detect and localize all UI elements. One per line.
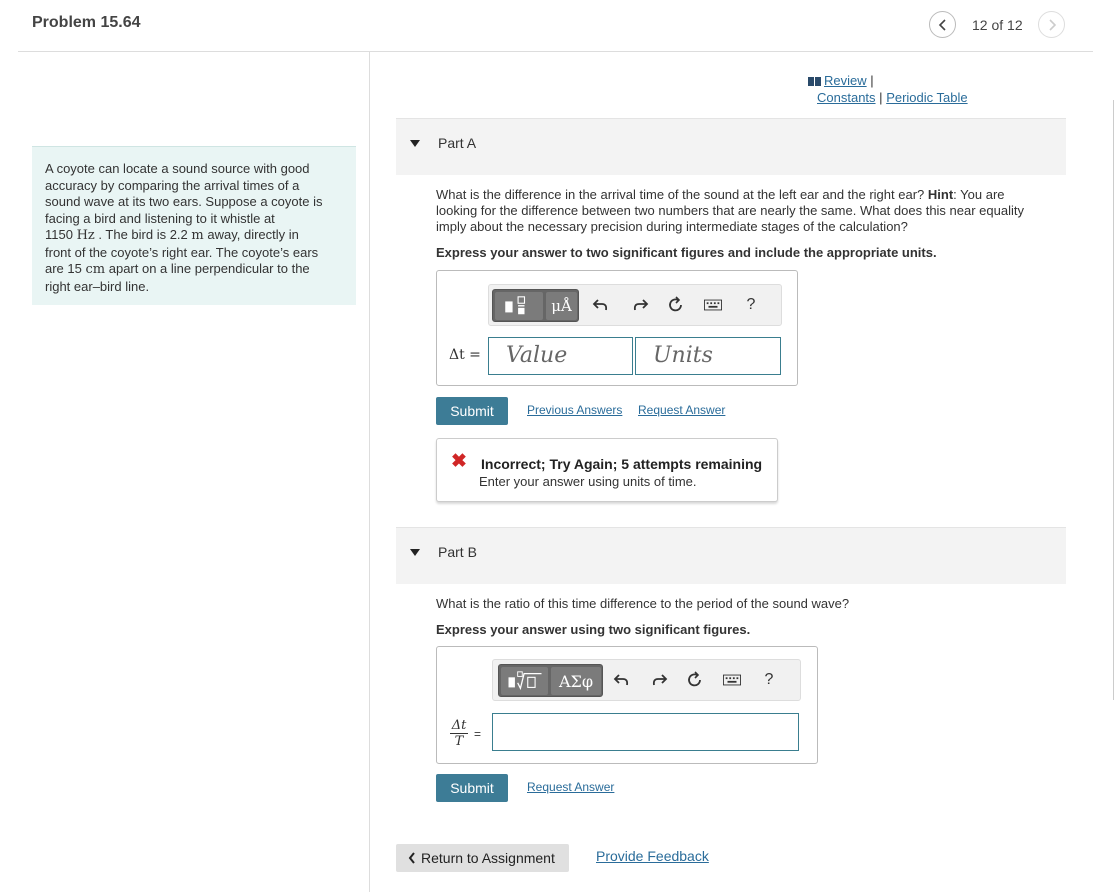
problem-line — [45, 261, 344, 279]
part-a-label: Part A — [438, 135, 477, 151]
review-link[interactable]: Review — [824, 73, 867, 88]
delta-t-over-t-label — [450, 719, 468, 748]
part-b-request-answer-link[interactable]: Request Answer — [527, 780, 615, 794]
problem-text: are 15 — [45, 261, 82, 276]
template-button-group — [492, 289, 579, 322]
part-a-instruction: Express your answer to two significant figures and include the appropriate units. — [436, 245, 937, 260]
previous-answers-link[interactable]: Previous Answers — [527, 403, 623, 417]
undo-icon[interactable] — [590, 294, 612, 316]
column-divider — [369, 52, 370, 892]
chevron-left-icon — [938, 19, 948, 31]
reset-icon[interactable] — [684, 669, 706, 691]
problem-line: front of the coyote’s right ear. The coyote’s ears — [45, 244, 319, 260]
undo-icon[interactable] — [611, 669, 633, 691]
question-text: looking for the difference between two numbers that are nearly the same. What does this near equality — [436, 203, 1024, 218]
problem-line: right ear–bird line. — [45, 278, 150, 294]
keyboard-icon[interactable] — [721, 669, 743, 691]
equals-sign: = — [474, 727, 482, 741]
fraction-denominator: T — [454, 734, 464, 749]
resources-links — [808, 72, 968, 106]
radical-template-icon — [506, 670, 544, 692]
template-button-group — [498, 664, 603, 697]
top-bar — [18, 0, 1093, 52]
units-input[interactable]: Units — [635, 337, 781, 375]
distance-unit: m — [191, 228, 204, 243]
problem-text: away, directly in — [207, 227, 299, 242]
provide-feedback-link[interactable]: Provide Feedback — [596, 848, 709, 864]
fraction-numerator: Δt — [451, 718, 467, 733]
symbols-button[interactable]: ΑΣφ — [551, 667, 601, 695]
frequency-unit: Hz — [76, 228, 95, 243]
part-a-question — [436, 187, 1066, 235]
problem-line: A coyote can locate a sound source with good — [45, 161, 310, 176]
problem-text: . The bird is 2.2 — [98, 227, 188, 242]
problem-line — [45, 227, 344, 245]
chevron-left-icon — [408, 852, 416, 864]
separator: | — [870, 73, 874, 88]
page-count: 12 of 12 — [972, 17, 1023, 33]
next-problem-button[interactable] — [1038, 11, 1065, 38]
keyboard-icon[interactable] — [702, 294, 724, 316]
return-label: Return to Assignment — [421, 850, 555, 866]
templates-button[interactable] — [495, 292, 543, 320]
hint-label: Hint — [927, 187, 954, 202]
scrollbar[interactable] — [1113, 100, 1114, 700]
problem-line: facing a bird and listening to it whistle at — [45, 210, 275, 226]
redo-icon[interactable] — [648, 669, 670, 691]
caret-down-icon — [410, 140, 420, 147]
periodic-table-link[interactable]: Periodic Table — [886, 90, 968, 105]
help-button[interactable]: ? — [746, 296, 756, 313]
question-text: : You are — [953, 187, 1005, 202]
templates-button[interactable] — [501, 667, 548, 695]
part-b-answer-box — [436, 646, 818, 764]
problem-line: sound wave at its two ears. Suppose a coyote is — [45, 194, 323, 209]
ear-distance-unit: cm — [85, 262, 106, 277]
part-b-submit-button[interactable]: Submit — [436, 774, 508, 802]
chevron-right-icon — [1047, 19, 1057, 31]
reset-icon[interactable] — [665, 294, 687, 316]
part-a-submit-button[interactable]: Submit — [436, 397, 508, 425]
problem-statement — [32, 146, 356, 305]
problem-line: accuracy by comparing the arrival times of a — [45, 177, 300, 193]
part-b-toolbar — [492, 659, 801, 701]
units-button[interactable]: μÅ — [546, 292, 577, 320]
problem-text: apart on a line perpendicular to the — [108, 261, 310, 276]
ratio-input[interactable] — [492, 713, 799, 751]
value-input[interactable]: Value — [488, 337, 633, 375]
part-a-answer-box — [436, 270, 798, 386]
previous-problem-button[interactable] — [929, 11, 956, 38]
feedback-title: Incorrect; Try Again; 5 attempts remaining — [481, 456, 763, 472]
return-to-assignment-button[interactable] — [396, 844, 569, 872]
x-mark-icon: ✖ — [451, 451, 467, 472]
delta-t-label: Δt = — [449, 347, 481, 363]
part-a-request-answer-link[interactable]: Request Answer — [638, 403, 726, 417]
part-a-header[interactable] — [396, 118, 1066, 175]
separator: | — [879, 90, 883, 105]
help-button[interactable]: ? — [764, 671, 774, 688]
part-b-question: What is the ratio of this time difference to the period of the sound wave? — [436, 596, 850, 611]
question-text: What is the difference in the arrival time of the sound at the left ear and the right ear? — [436, 187, 925, 202]
part-b-instruction: Express your answer using two significant figures. — [436, 622, 751, 637]
feedback-message: Enter your answer using units of time. — [479, 474, 697, 489]
question-text: imply about the necessary precision during intermediate stages of the calculation? — [436, 219, 908, 234]
caret-down-icon — [410, 549, 420, 556]
fraction-template-icon — [502, 295, 536, 317]
problem-title: Problem 15.64 — [32, 14, 141, 31]
constants-link[interactable]: Constants — [817, 90, 876, 105]
frequency-value: 1150 — [45, 227, 73, 242]
part-b-header[interactable] — [396, 527, 1066, 584]
book-icon — [808, 77, 822, 86]
redo-icon[interactable] — [629, 294, 651, 316]
part-b-label: Part B — [438, 544, 477, 560]
part-a-toolbar — [488, 284, 782, 326]
feedback-box — [436, 438, 778, 502]
